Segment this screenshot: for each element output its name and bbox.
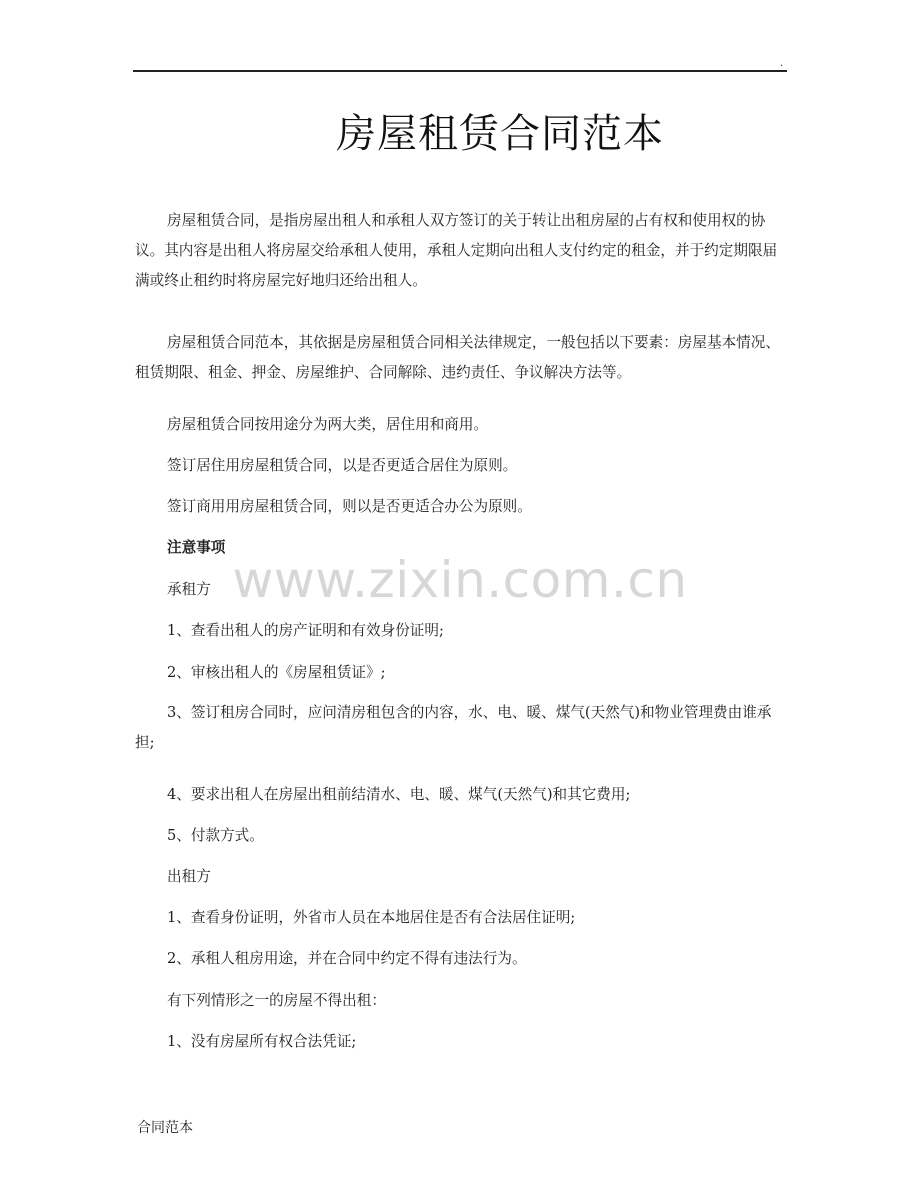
- intro-paragraph: 房屋租赁合同，是指房屋出租人和承租人双方签订的关于转让出租房屋的占有权和使用权的协议。其内容是出租人将房屋交给承租人使用，承租人定期向出租人支付约定的租金，并于约定期限届满或终止租约时将房屋完好地归还给出租人。: [135, 212, 778, 289]
- header-rule: [133, 70, 787, 72]
- footer-label: 合同范本: [137, 1120, 193, 1136]
- tenant-item: 5、付款方式。: [167, 827, 264, 844]
- tenant-item: 3、签订租房合同时，应问清房租包含的内容，水、电、暖、煤气(天然气)和物业管理费由谁承担;: [135, 704, 772, 751]
- residential-paragraph: 签订居住用房屋租赁合同，以是否更适合居住为原则。: [167, 457, 518, 474]
- landlord-item: 2、承租人租房用途，并在合同中约定不得有违法行为。: [167, 950, 527, 967]
- header-dot: .: [780, 58, 784, 69]
- tenant-heading: 承租方: [167, 581, 211, 598]
- prohibited-heading: 有下列情形之一的房屋不得出租：: [167, 992, 386, 1009]
- notes-heading: 注意事项: [167, 539, 226, 556]
- landlord-heading: 出租方: [167, 868, 211, 885]
- tenant-item: 1、查看出租人的房产证明和有效身份证明;: [167, 622, 444, 639]
- tenant-item: 2、审核出租人的《房屋租赁证》;: [167, 664, 386, 681]
- landlord-item: 1、查看身份证明，外省市人员在本地居住是否有合法居住证明;: [167, 909, 576, 926]
- tenant-item: 4、要求出租人在房屋出租前结清水、电、暖、煤气(天然气)和其它费用;: [167, 786, 631, 803]
- elements-paragraph: 房屋租赁合同范本，其依据是房屋租赁合同相关法律规定，一般包括以下要素：房屋基本情况、租赁期限、租金、押金、房屋维护、合同解除、违约责任、争议解决方法等。: [135, 334, 780, 381]
- document-title: 房屋租赁合同范本: [336, 111, 664, 157]
- prohibited-item: 1、没有房屋所有权合法凭证;: [167, 1033, 357, 1050]
- purpose-paragraph: 房屋租赁合同按用途分为两大类，居住用和商用。: [167, 416, 489, 433]
- commercial-paragraph: 签订商用用房屋租赁合同，则以是否更适合办公为原则。: [167, 498, 532, 515]
- watermark: www.zixin.com.cn: [232, 551, 688, 609]
